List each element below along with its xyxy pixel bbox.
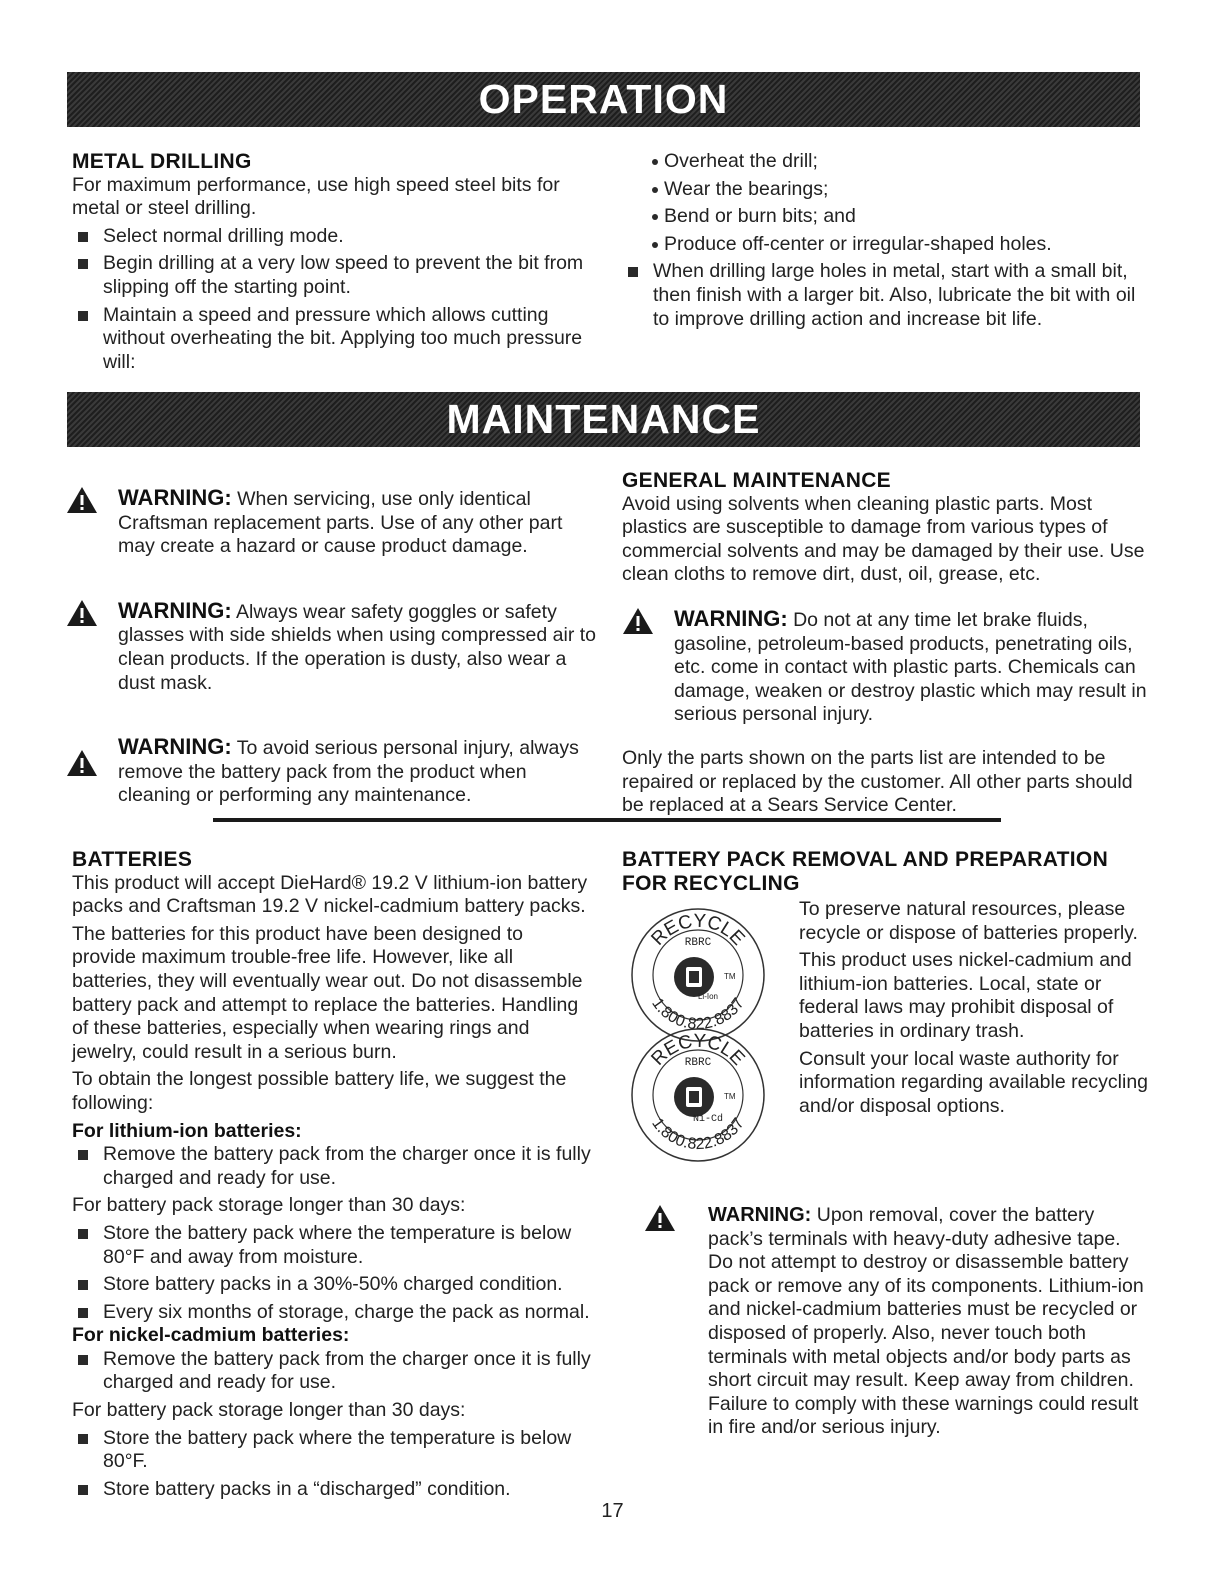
- warning-triangle-icon: [622, 607, 654, 635]
- warning-label: WARNING:: [708, 1204, 812, 1226]
- warning-label: WARNING:: [118, 597, 232, 623]
- warning-label: WARNING:: [674, 605, 788, 631]
- warning-block: [622, 607, 1147, 727]
- warning-triangle-icon: [644, 1204, 676, 1232]
- metal-drilling-section: [72, 150, 592, 378]
- nickel-cadmium-heading: For nickel-cadmium batteries:: [72, 1324, 350, 1347]
- warning-text: Do not at any time let brake fluids, gasoline, petroleum-based products, penetrating oils, etc. come in contact with plastic parts. Chemicals can damage, weaken or destroy plastic which may result in serious personal injury.: [674, 608, 1147, 726]
- large-holes-bullet: When drilling large holes in metal, start with a small bit, then finish with a larger bit. Also, lubricate the bit with oil to improve drilling action and increase bit life.: [622, 260, 1147, 331]
- batteries-paragraph: This product will accept DieHard® 19.2 V lithium-ion battery packs and Craftsman 19.2 V nickel-cadmium battery packs.: [72, 871, 588, 918]
- seal-battery-type: Li-Ion: [697, 992, 719, 1001]
- recycling-paragraph: This product uses nickel-cadmium and lithium-ion batteries. Local, state or federal laws may prohibit disposal of batteries in ordinary trash.: [799, 949, 1132, 1042]
- maintenance-banner-title: MAINTENANCE: [446, 396, 761, 442]
- metal-drilling-bullet: Maintain a speed and pressure which allows cutting without overheating the bit. Applying too much pressure will:: [72, 304, 592, 375]
- warning-block: [66, 735, 596, 808]
- recycling-section: [622, 848, 1147, 895]
- seal-tm-text: TM: [724, 972, 736, 981]
- nickel-cadmium-storage-bullet: Store the battery pack where the temperature is below 80°F.: [72, 1427, 592, 1474]
- recycling-paragraph: Consult your local waste authority for information regarding available recycling and/or disposal options.: [799, 1047, 1149, 1117]
- lithium-ion-storage-text: For battery pack storage longer than 30 days:: [72, 1194, 466, 1217]
- warning-triangle-icon: [66, 599, 98, 627]
- operation-banner: [67, 72, 1140, 127]
- section-divider: [213, 818, 1001, 822]
- seal-tm-text: TM: [724, 1092, 736, 1101]
- recycling-warning: [622, 1204, 1147, 1444]
- general-maintenance-section: [622, 469, 1147, 822]
- lithium-ion-heading: For lithium-ion batteries:: [72, 1119, 302, 1142]
- batteries-heading: BATTERIES: [72, 848, 193, 871]
- metal-drilling-bullet: Begin drilling at a very low speed to prevent the bit from slipping off the starting point.: [72, 252, 592, 299]
- operation-banner-title: OPERATION: [478, 76, 729, 122]
- maintenance-warnings: [66, 486, 596, 812]
- seal-phone-text: 1.800.822.8837: [648, 995, 748, 1034]
- seal-rbrc-text: RBRC: [684, 1057, 712, 1069]
- pressure-effect-item: Overheat the drill;: [652, 150, 1147, 174]
- general-maintenance-text: Avoid using solvents when cleaning plastic parts. Most plastics are susceptible to damage from various types of commercial solvents and may be damaged by their use. Use clean cloths to remove dirt, dust, oil, grease, etc.: [622, 492, 1145, 586]
- nickel-cadmium-storage-bullet: Store battery packs in a “discharged” condition.: [72, 1478, 592, 1502]
- page-number: 17: [601, 1500, 624, 1522]
- lithium-ion-storage-bullet: Every six months of storage, charge the pack as normal.: [72, 1301, 592, 1325]
- recycling-paragraph: To preserve natural resources, please recycle or dispose of batteries properly.: [799, 898, 1138, 944]
- nickel-cadmium-storage-text: For battery pack storage longer than 30 days:: [72, 1399, 466, 1422]
- warning-block: [622, 1204, 1147, 1440]
- general-maintenance-heading: GENERAL MAINTENANCE: [622, 469, 891, 492]
- batteries-paragraph: The batteries for this product have been designed to provide maximum trouble-free life. However, like all batteries, they will eventually wear out. Do not disassemble battery pack and attempt to replace the batteries. Handling of these batteries, especially when wearing rings and jewelry, could result in a serious burn.: [72, 922, 583, 1063]
- seal-phone-text: 1.800.822.8837: [648, 1115, 748, 1154]
- recycling-text: [799, 898, 1149, 1122]
- warning-text: Always wear safety goggles or safety glasses with side shields when using compressed air to clean products. If the operation is dusty, also wear a dust mask.: [118, 600, 596, 694]
- metal-drilling-intro: For maximum performance, use high speed steel bits for metal or steel drilling.: [72, 173, 560, 220]
- warning-triangle-icon: [66, 486, 98, 514]
- pressure-effect-item: Wear the bearings;: [652, 178, 1147, 202]
- lithium-ion-storage-bullet: Store battery packs in a 30%-50% charged condition.: [72, 1273, 592, 1297]
- seal-battery-type: Ni-Cd: [692, 1114, 724, 1125]
- rbrc-ni-cd-recycle-seal: [628, 1025, 768, 1165]
- warning-triangle-icon: [66, 749, 98, 777]
- warning-label: WARNING:: [118, 485, 232, 510]
- seal-recycle-text: RECYCLE: [647, 1030, 749, 1070]
- batteries-paragraph: To obtain the longest possible battery life, we suggest the following:: [72, 1068, 567, 1114]
- nickel-cadmium-bullet: Remove the battery pack from the charger once it is fully charged and ready for use.: [72, 1348, 592, 1395]
- maintenance-banner: [67, 392, 1140, 447]
- warning-text: Upon removal, cover the battery pack’s terminals with heavy-duty adhesive tape. Do not attempt to destroy or disassemble battery pack or remove any of its components. Lithium-ion and nickel-cadmium batteries must be recycled or disposed of properly. Also, never touch both terminals with metal objects and/or body parts as short circuit may result. Keep away from children. Failure to comply with these warnings could result in fire and/or serious injury.: [708, 1204, 1144, 1439]
- seal-rbrc-text: RBRC: [684, 937, 712, 949]
- metal-drilling-continued: [622, 150, 1147, 335]
- metal-drilling-bullet: Select normal drilling mode.: [72, 225, 592, 249]
- lithium-ion-storage-bullet: Store the battery pack where the temperature is below 80°F and away from moisture.: [72, 1222, 592, 1269]
- pressure-effect-item: Bend or burn bits; and: [652, 205, 1147, 229]
- warning-text: When servicing, use only identical Craftsman replacement parts. Use of any other part may create a hazard or cause product damage.: [118, 488, 563, 558]
- seal-recycle-text: RECYCLE: [647, 910, 749, 950]
- recycling-heading: BATTERY PACK REMOVAL AND PREPARATION FOR RECYCLING: [622, 848, 1109, 895]
- replacement-parts-text: Only the parts shown on the parts list are intended to be repaired or replaced by the customer. All other parts should be replaced at a Sears Service Center.: [622, 746, 1133, 817]
- metal-drilling-heading: METAL DRILLING: [72, 150, 252, 173]
- warning-block: [66, 599, 596, 695]
- warning-text: To avoid serious personal injury, always remove the battery pack from the product when cleaning or performing any maintenance.: [118, 737, 579, 807]
- warning-block: [66, 486, 596, 559]
- lithium-ion-bullet: Remove the battery pack from the charger once it is fully charged and ready for use.: [72, 1143, 592, 1190]
- warning-label: WARNING:: [118, 734, 232, 760]
- pressure-effect-item: Produce off-center or irregular-shaped holes.: [652, 233, 1147, 257]
- batteries-section: [72, 848, 592, 1505]
- rbrc-li-ion-recycle-seal: [628, 905, 768, 1045]
